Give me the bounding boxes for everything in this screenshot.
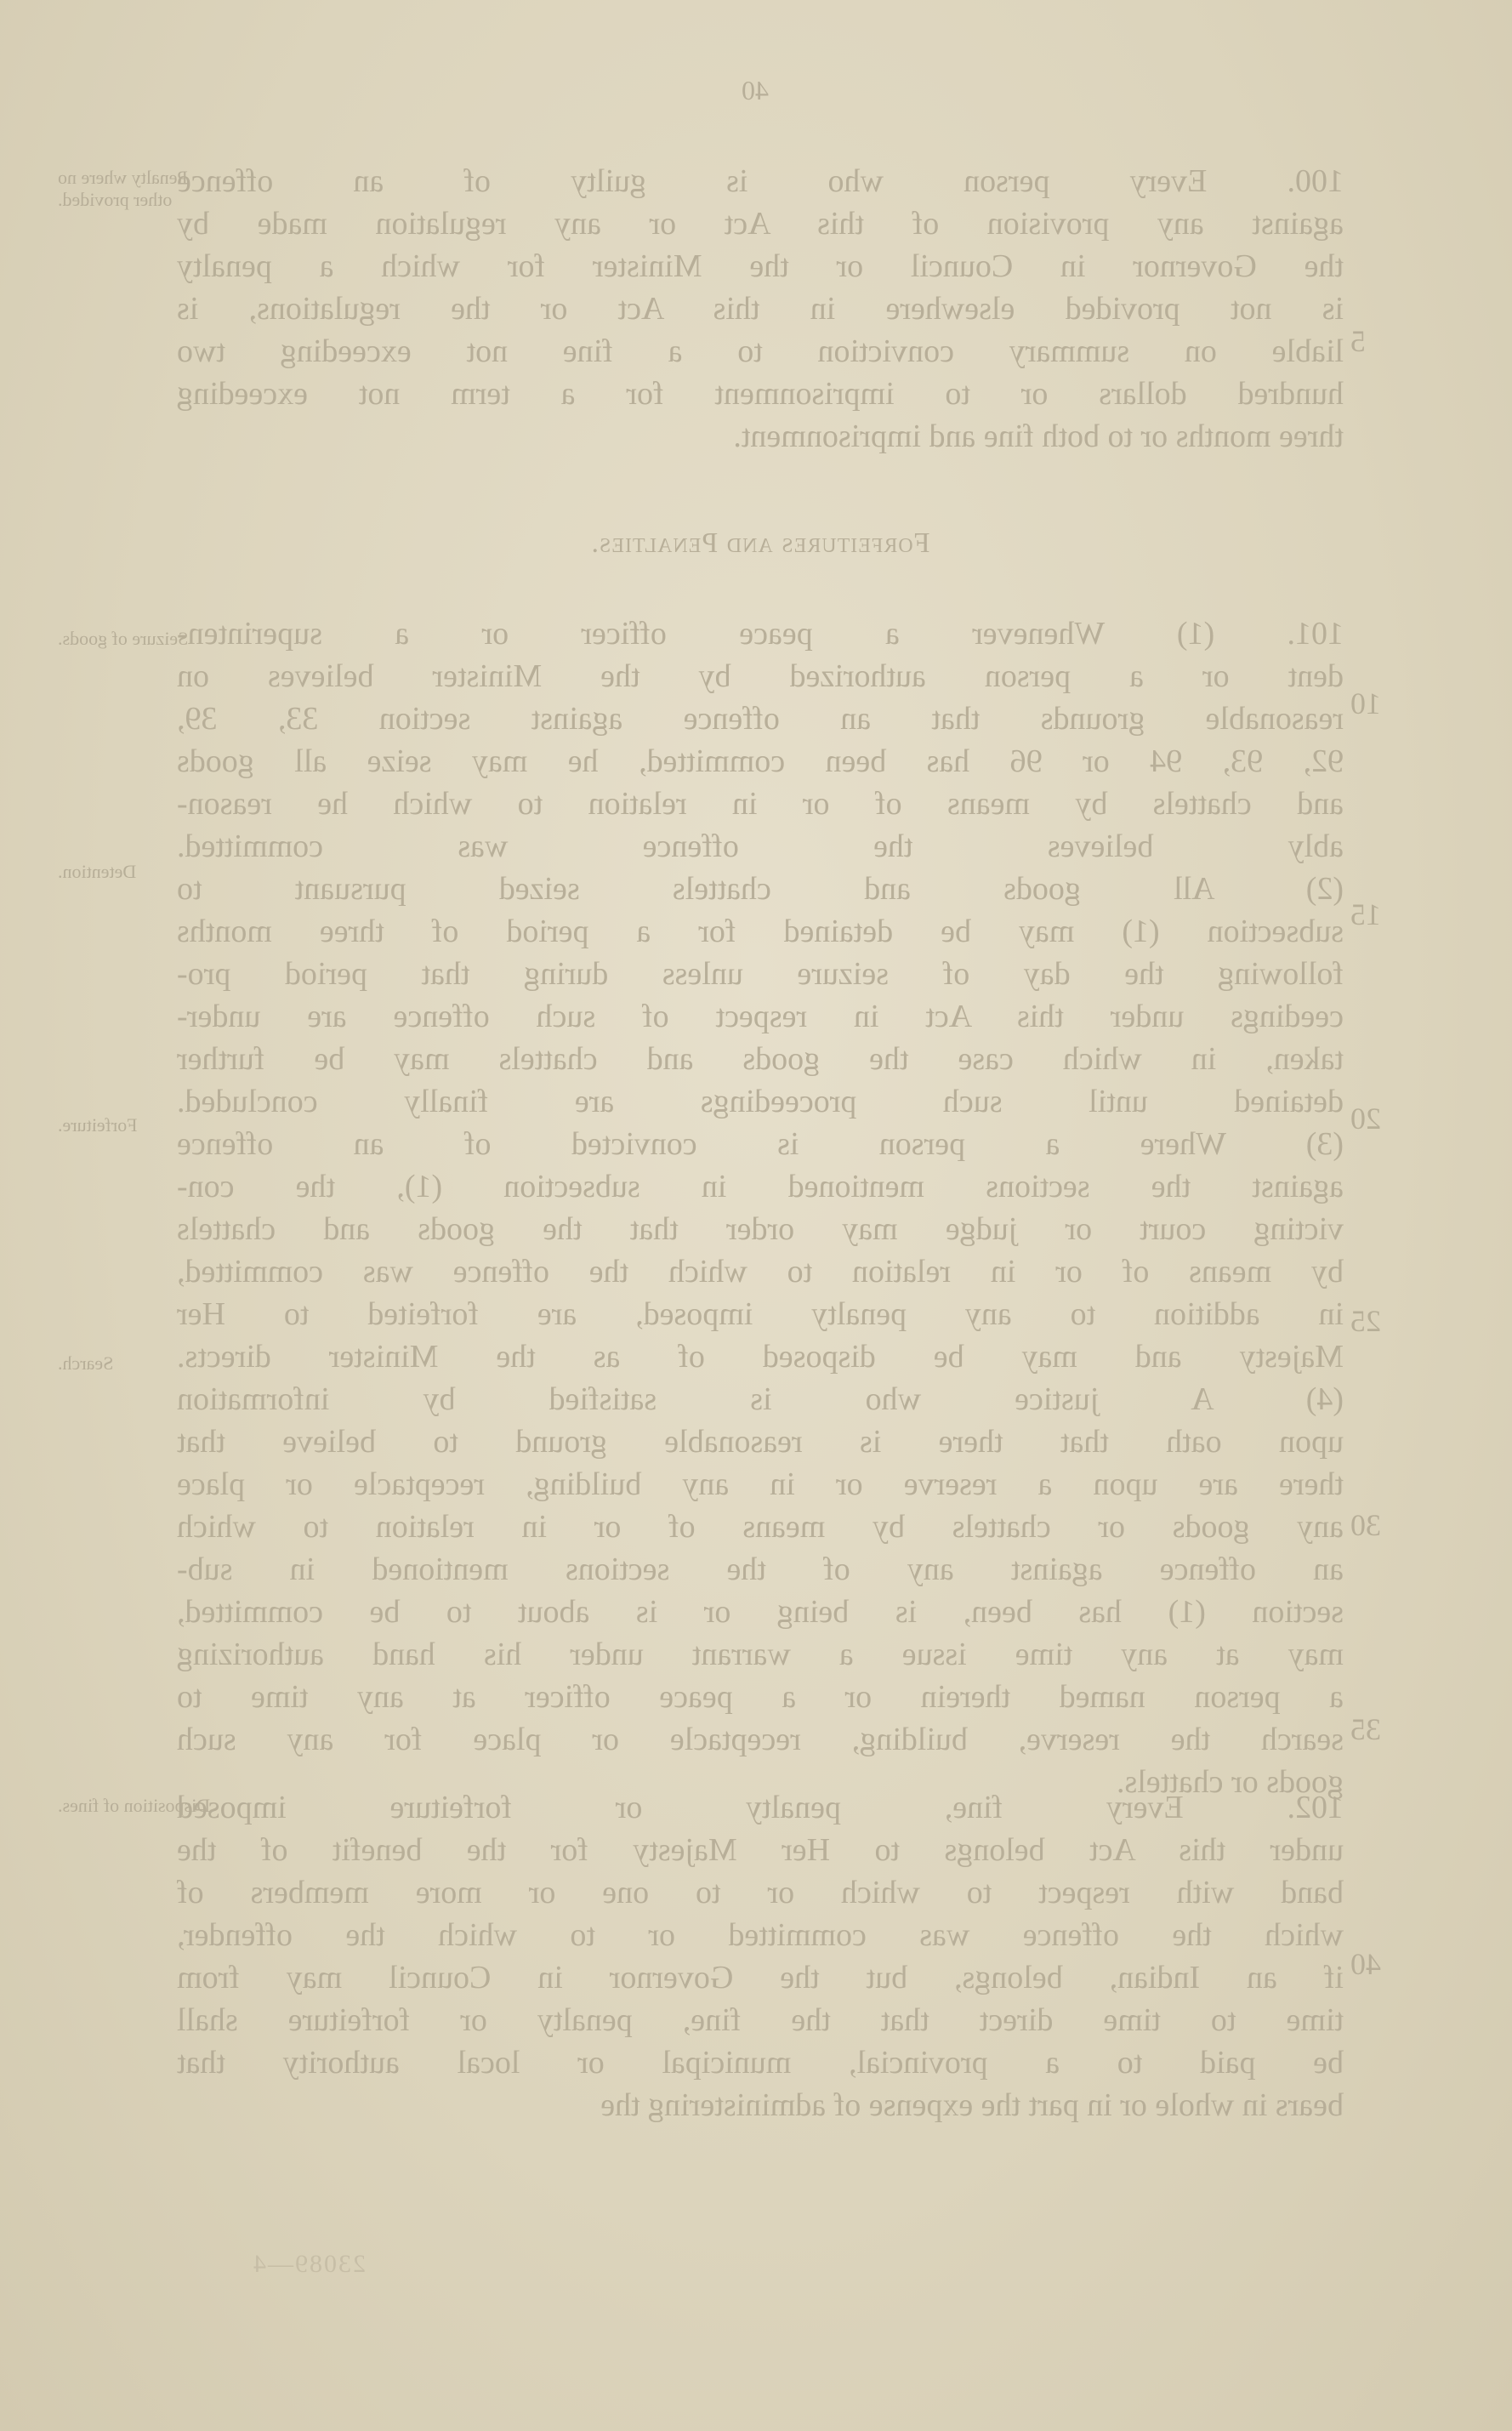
margin-note-seizure: Seizure of goods. — [58, 628, 189, 649]
text-line: may at any time issue a warrant under his hand authorizing — [177, 1637, 1344, 1672]
text-line: is not provided elsewhere in this Act or the regulations, is — [177, 291, 1344, 327]
text-line: section (1) has been, is being or is about to be committed, — [177, 1594, 1344, 1630]
line-number: 35 — [1350, 1712, 1381, 1746]
text-line: dent or a person authorized by the Minister believes on — [177, 658, 1344, 694]
text-line: (4) A justice who is satisfied by information — [177, 1381, 1344, 1417]
text-line: three months or to both fine and imprisonment. — [733, 418, 1344, 454]
section-100-text — [177, 160, 1344, 458]
margin-note-search: Search. — [58, 1352, 114, 1374]
text-line: if an Indian, belongs, but the Governor in Council may from — [177, 1960, 1344, 1995]
text-line: victing court or judge may order that the goods and chattels — [177, 1211, 1344, 1247]
section-heading: Forfeitures and Penalties. — [590, 527, 930, 559]
page-number: 40 — [742, 75, 769, 105]
line-number: 15 — [1350, 897, 1381, 931]
text-line: upon oath that there is reasonable ground to believe that — [177, 1424, 1344, 1460]
text-line: 100. Every person who is guilty of an offence — [177, 163, 1344, 199]
text-line: 102. Every fine, penalty or forfeiture imposed — [177, 1790, 1344, 1825]
line-number: 25 — [1350, 1304, 1381, 1338]
text-line: any goods or chattels by means of or in relation to which — [177, 1509, 1344, 1545]
text-line: time to time direct that the fine, penalty or forfeiture shall — [177, 2002, 1344, 2038]
text-line: bears in whole or in part the expense of administering the — [600, 2087, 1344, 2123]
text-line: in addition to any penalty imposed, are forfeited to Her — [177, 1296, 1344, 1332]
margin-note-detention: Detention. — [58, 861, 137, 882]
text-line: an offence against any of the sections mentioned in sub- — [177, 1551, 1344, 1587]
text-line: taken, in which case the goods and chattels may be further — [177, 1041, 1344, 1077]
margin-note-penalty: Penalty where no other provided. — [58, 167, 188, 210]
line-number: 30 — [1350, 1508, 1381, 1542]
text-line: be paid to a provincial, municipal or local authority that — [177, 2045, 1344, 2081]
text-line: liable on summary conviction to a fine not exceeding two — [177, 333, 1344, 369]
text-line: against the sections mentioned in subsection (1), the con- — [177, 1169, 1344, 1204]
text-line: and chattels by means of or in relation to which he reason- — [177, 786, 1344, 822]
section-101-text — [177, 612, 1344, 1803]
text-line: a person named therein or a peace officer at any time to — [177, 1679, 1344, 1715]
text-line: 92, 93, 94 or 96 has been committed, he may seize all goods — [177, 743, 1344, 779]
margin-note-forfeiture: Forfeiture. — [58, 1114, 138, 1136]
text-line: ably believes the offence was committed. — [177, 828, 1344, 864]
line-number: 40 — [1350, 1947, 1381, 1981]
text-line: hundred dollars or to imprisonment for a term not exceeding — [177, 376, 1344, 412]
text-line: ceedings under this Act in respect of such offence are under- — [177, 999, 1344, 1034]
text-line: by means of or in relation to which the offence was committed, — [177, 1254, 1344, 1290]
text-line: under this Act belongs to Her Majesty for the benefit of the — [177, 1832, 1344, 1868]
text-line: (2) All goods and chattels seized pursuant to — [177, 871, 1344, 907]
line-number: 5 — [1350, 324, 1366, 358]
text-line: band with respect to which or to one or more members of — [177, 1875, 1344, 1910]
text-line: detained until such proceedings are finally concluded. — [177, 1084, 1344, 1119]
text-line: goods or chattels. — [1116, 1764, 1344, 1800]
margin-note-disposition: Disposition of fines. — [58, 1795, 211, 1816]
text-line: search the reserve, building, receptacle or place for any such — [177, 1722, 1344, 1757]
text-line: following the day of seizure unless during that period pro- — [177, 956, 1344, 992]
line-number: 10 — [1350, 686, 1381, 720]
text-line: reasonable grounds that an offence against section 33, 39, — [177, 701, 1344, 737]
text-line: against any provision of this Act or any regulation made by — [177, 206, 1344, 242]
section-102-text — [177, 1786, 1344, 2126]
text-line: which the offence was committed or to which the offender, — [177, 1917, 1344, 1953]
footer-print-code: 23089—4 — [252, 2250, 366, 2278]
text-line: (3) Where a person is convicted of an offence — [177, 1126, 1344, 1162]
line-number: 20 — [1350, 1102, 1381, 1136]
text-line: Majesty and may be disposed of as the Minister directs. — [177, 1339, 1344, 1375]
text-line: the Governor in Council or the Minister for which a penalty — [177, 248, 1344, 284]
text-line: there are upon a reserve or in any building, receptacle or place — [177, 1466, 1344, 1502]
text-line: subsection (1) may be detained for a period of three months — [177, 914, 1344, 949]
text-line: 101. (1) Whenever a peace officer or a superinten- — [177, 616, 1344, 652]
